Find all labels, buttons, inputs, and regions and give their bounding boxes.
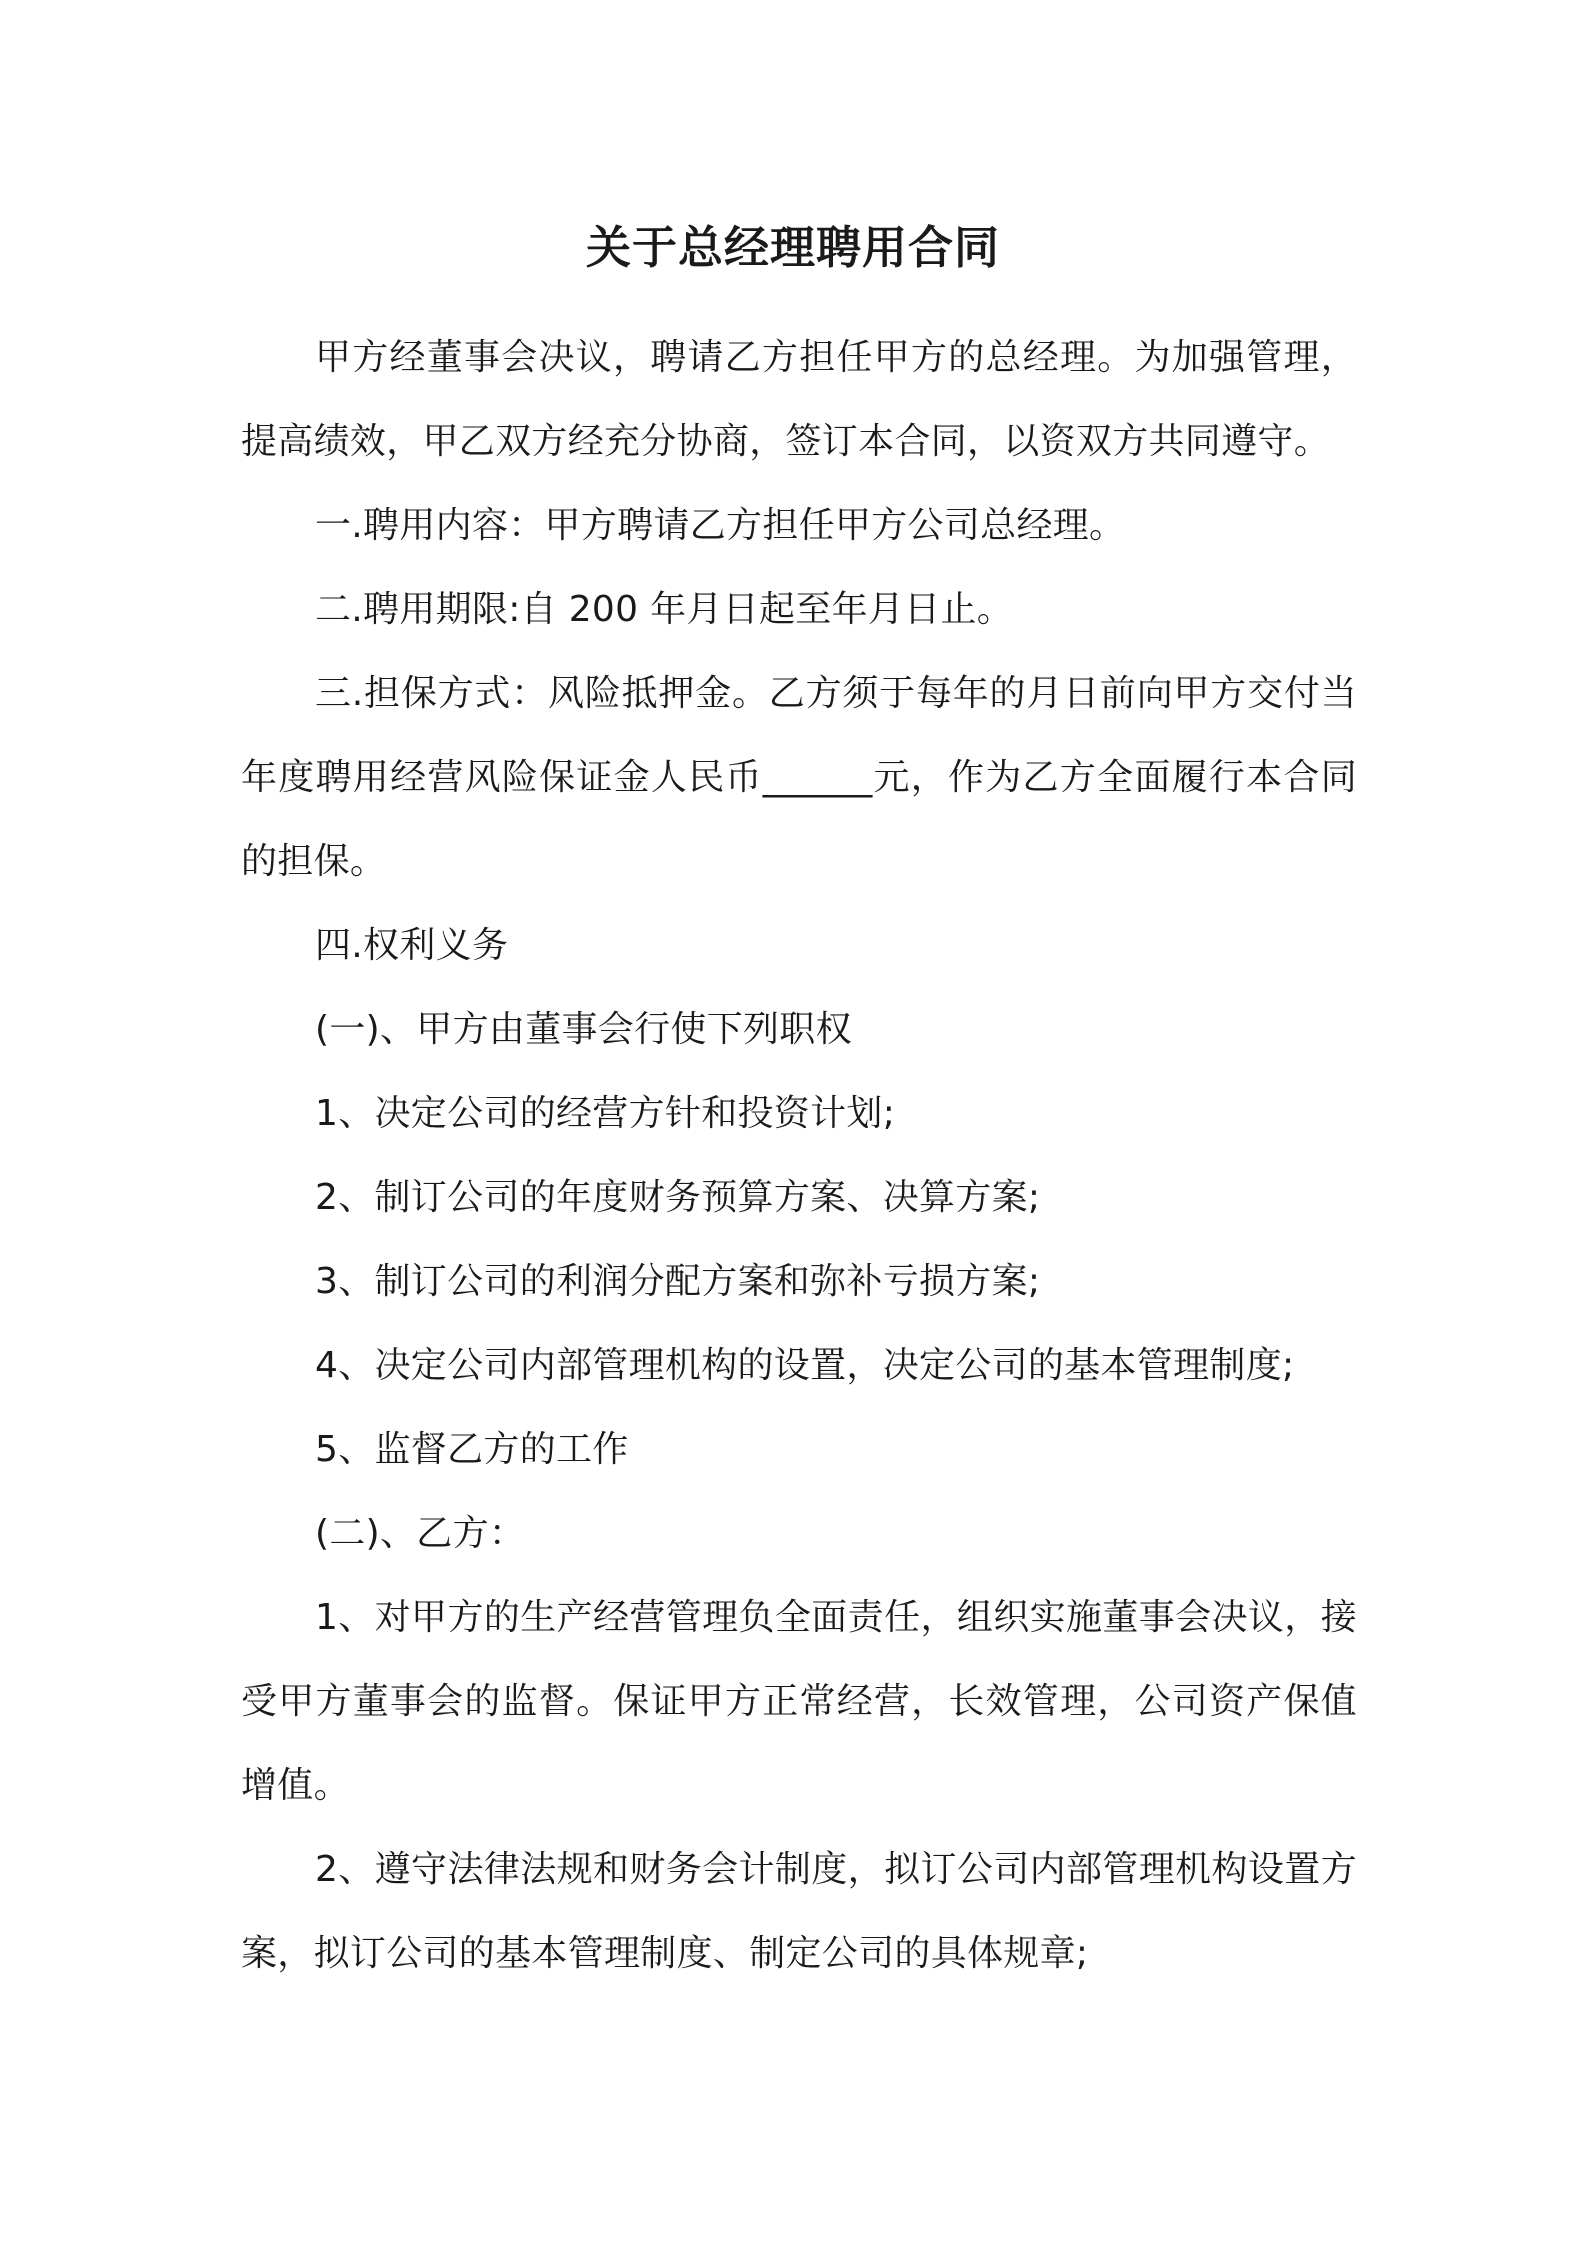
section-employment-term: 二.聘用期限:自 200 年月日起至年月日止。 [315, 589, 1014, 630]
party-a-item-3: 3、制订公司的利润分配方案和弥补亏损方案; [315, 1261, 1041, 1302]
party-a-item-1: 1、决定公司的经营方针和投资计划; [315, 1093, 896, 1134]
party-a-item-4: 4、决定公司内部管理机构的设置，决定公司的基本管理制度; [315, 1345, 1295, 1386]
subsection-party-a: (一)、甲方由董事会行使下列职权 [315, 1009, 852, 1050]
document-body [241, 316, 1357, 1996]
document-title: 关于总经理聘用合同 [585, 221, 1000, 274]
section-guarantee-method: 三.担保方式：风险抵押金。乙方须于每年的月日前向甲方交付当年度聘用经营风险保证金人民币______元，作为乙方全面履行本合同的担保。 [241, 673, 1357, 882]
section-employment-content: 一.聘用内容：甲方聘请乙方担任甲方公司总经理。 [315, 505, 1126, 546]
party-b-item-2: 2、遵守法律法规和财务会计制度，拟订公司内部管理机构设置方案，拟订公司的基本管理制度、制定公司的具体规章; [241, 1849, 1357, 1974]
party-a-item-5: 5、监督乙方的工作 [315, 1429, 629, 1470]
party-a-item-2: 2、制订公司的年度财务预算方案、决算方案; [315, 1177, 1041, 1218]
subsection-party-b: (二)、乙方： [315, 1513, 526, 1554]
intro-paragraph: 甲方经董事会决议，聘请乙方担任甲方的总经理。为加强管理，提高绩效，甲乙双方经充分协商，签订本合同，以资双方共同遵守。 [241, 337, 1357, 462]
party-b-item-1: 1、对甲方的生产经营管理负全面责任，组织实施董事会决议，接受甲方董事会的监督。保证甲方正常经营，长效管理，公司资产保值增值。 [241, 1597, 1357, 1806]
section-rights-obligations: 四.权利义务 [315, 925, 509, 966]
